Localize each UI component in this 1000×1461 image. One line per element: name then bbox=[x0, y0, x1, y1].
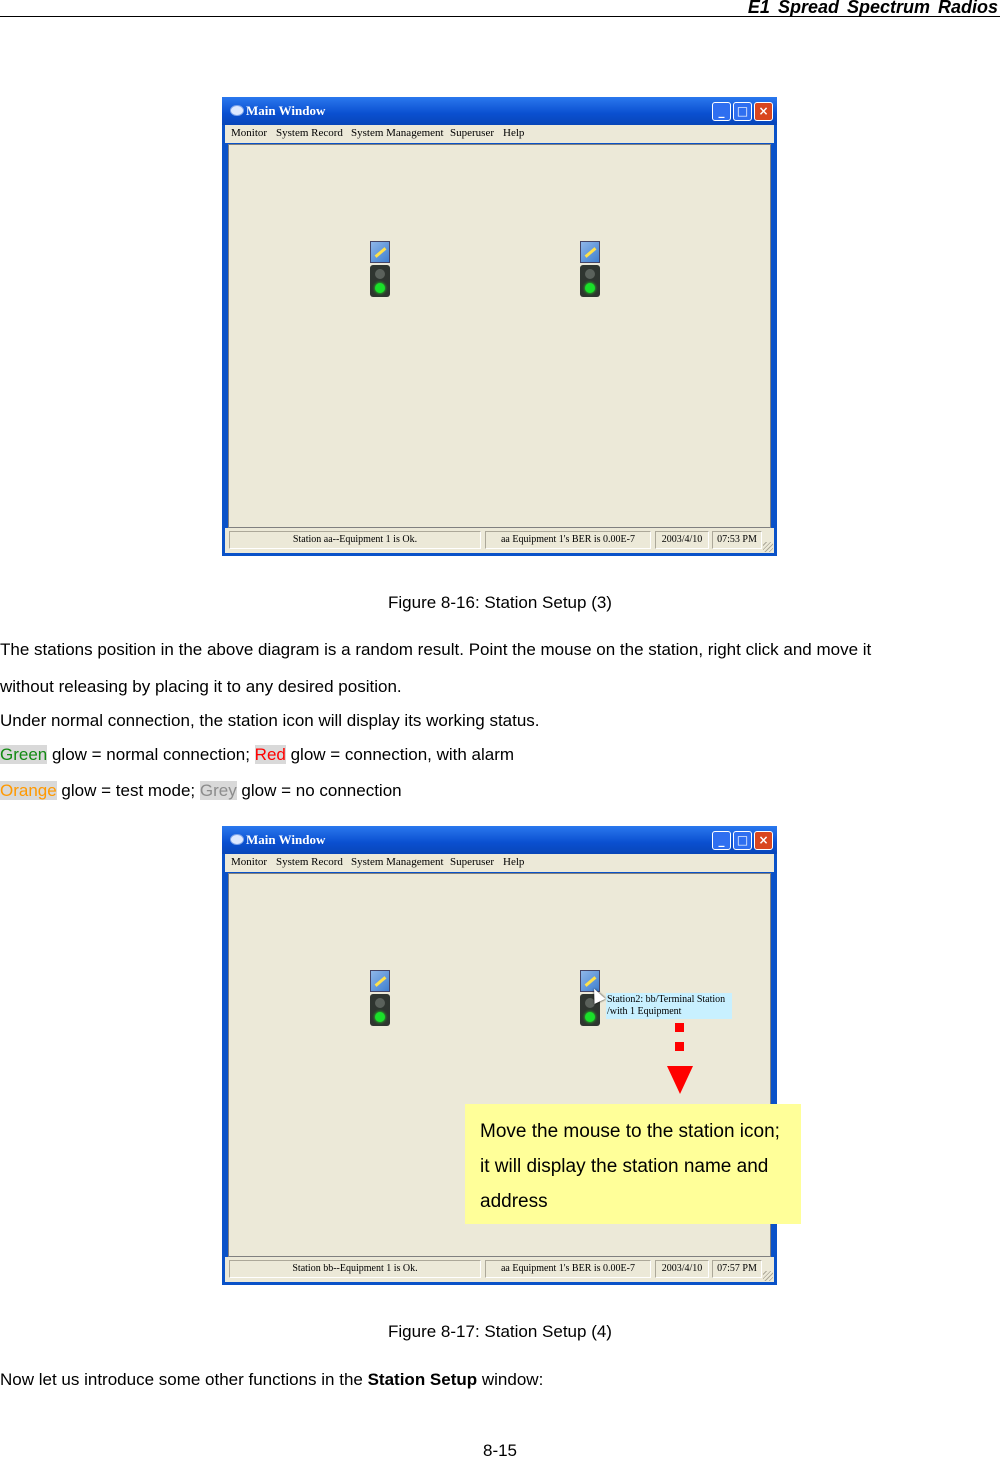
menu-monitor[interactable]: Monitor bbox=[231, 856, 268, 868]
map-area[interactable] bbox=[228, 144, 771, 528]
close-button[interactable]: × bbox=[754, 102, 773, 121]
app-icon bbox=[230, 834, 244, 845]
close-button[interactable]: × bbox=[754, 831, 773, 850]
menu-help[interactable]: Help bbox=[503, 127, 525, 139]
status-time: 07:53 PM bbox=[712, 531, 762, 549]
menu-help[interactable]: Help bbox=[503, 856, 525, 868]
station-icon-bb[interactable] bbox=[580, 241, 600, 299]
status-date: 2003/4/10 bbox=[655, 1260, 709, 1278]
resize-grip-icon[interactable] bbox=[763, 542, 773, 552]
traffic-light-icon bbox=[580, 265, 600, 297]
status-message: Station aa--Equipment 1 is Ok. bbox=[229, 531, 481, 549]
minimize-button[interactable]: _ bbox=[712, 102, 731, 121]
status-time: 07:57 PM bbox=[712, 1260, 762, 1278]
maximize-button[interactable]: □ bbox=[733, 831, 752, 850]
status-bar bbox=[225, 528, 774, 553]
menu-system-management[interactable]: System Management bbox=[351, 127, 444, 139]
menu-superuser[interactable]: Superuser bbox=[450, 856, 494, 868]
minimize-button[interactable]: _ bbox=[712, 831, 731, 850]
body-line-3: Under normal connection, the station icon will display its working status. bbox=[0, 711, 540, 730]
menu-system-record[interactable]: System Record bbox=[276, 856, 343, 868]
orange-label: Orange bbox=[0, 781, 57, 800]
window-title: Main Window bbox=[246, 103, 326, 118]
app-icon bbox=[230, 105, 244, 116]
main-window-screenshot-1 bbox=[222, 97, 777, 556]
traffic-light-icon bbox=[370, 994, 390, 1026]
status-legend-line-2 bbox=[0, 781, 402, 801]
figure-caption-1: Figure 8-16: Station Setup (3) bbox=[388, 593, 612, 612]
menu-system-management[interactable]: System Management bbox=[351, 856, 444, 868]
green-label: Green bbox=[0, 745, 48, 764]
intro-line bbox=[0, 1370, 543, 1390]
callout-box bbox=[465, 1104, 801, 1224]
tooltip-line-1: Station2: bb/Terminal Station bbox=[607, 994, 726, 1005]
menu-bar bbox=[225, 125, 774, 143]
satellite-icon bbox=[370, 241, 390, 263]
red-label: Red bbox=[254, 745, 286, 764]
callout-line-3: address bbox=[480, 1191, 548, 1212]
title-bar bbox=[222, 97, 777, 125]
body-line-2: without releasing by placing it to any desired position. bbox=[0, 677, 402, 696]
grey-description: glow = no connection bbox=[236, 781, 402, 800]
callout-line-1: Move the mouse to the station icon; bbox=[480, 1121, 780, 1142]
intro-bold: Station Setup bbox=[367, 1370, 478, 1389]
figure-caption-2: Figure 8-17: Station Setup (4) bbox=[388, 1322, 612, 1341]
status-ber: aa Equipment 1's BER is 0.00E-7 bbox=[485, 531, 651, 549]
menu-superuser[interactable]: Superuser bbox=[450, 127, 494, 139]
traffic-light-icon bbox=[370, 265, 390, 297]
menu-monitor[interactable]: Monitor bbox=[231, 127, 268, 139]
intro-after: window: bbox=[477, 1370, 544, 1389]
page-number: 8-15 bbox=[482, 1441, 518, 1460]
orange-description: glow = test mode; bbox=[56, 781, 200, 800]
station-icon-aa[interactable] bbox=[370, 241, 390, 299]
green-description: glow = normal connection; bbox=[47, 745, 255, 764]
station-icon-aa[interactable] bbox=[370, 970, 390, 1028]
header-title: E1 Spread Spectrum Radios bbox=[747, 0, 998, 17]
header-rule bbox=[0, 16, 1000, 17]
maximize-button[interactable]: □ bbox=[733, 102, 752, 121]
intro-before: Now let us introduce some other functions in the bbox=[0, 1370, 368, 1389]
title-bar bbox=[222, 826, 777, 854]
grey-label: Grey bbox=[199, 781, 237, 800]
menu-bar bbox=[225, 854, 774, 872]
status-legend-line-1 bbox=[0, 745, 514, 765]
tooltip-line-2: /with 1 Equipment bbox=[607, 1006, 682, 1017]
resize-grip-icon[interactable] bbox=[763, 1271, 773, 1281]
body-line-1: The stations position in the above diagram is a random result. Point the mouse on the station, right click and move it bbox=[0, 640, 872, 659]
status-message: Station bb--Equipment 1 is Ok. bbox=[229, 1260, 481, 1278]
window-title: Main Window bbox=[246, 832, 326, 847]
station-tooltip bbox=[606, 993, 732, 1019]
status-ber: aa Equipment 1's BER is 0.00E-7 bbox=[485, 1260, 651, 1278]
callout-line-2: it will display the station name and bbox=[480, 1156, 769, 1177]
satellite-icon bbox=[370, 970, 390, 992]
menu-system-record[interactable]: System Record bbox=[276, 127, 343, 139]
status-bar bbox=[225, 1257, 774, 1282]
status-date: 2003/4/10 bbox=[655, 531, 709, 549]
red-description: glow = connection, with alarm bbox=[285, 745, 515, 764]
satellite-icon bbox=[580, 241, 600, 263]
